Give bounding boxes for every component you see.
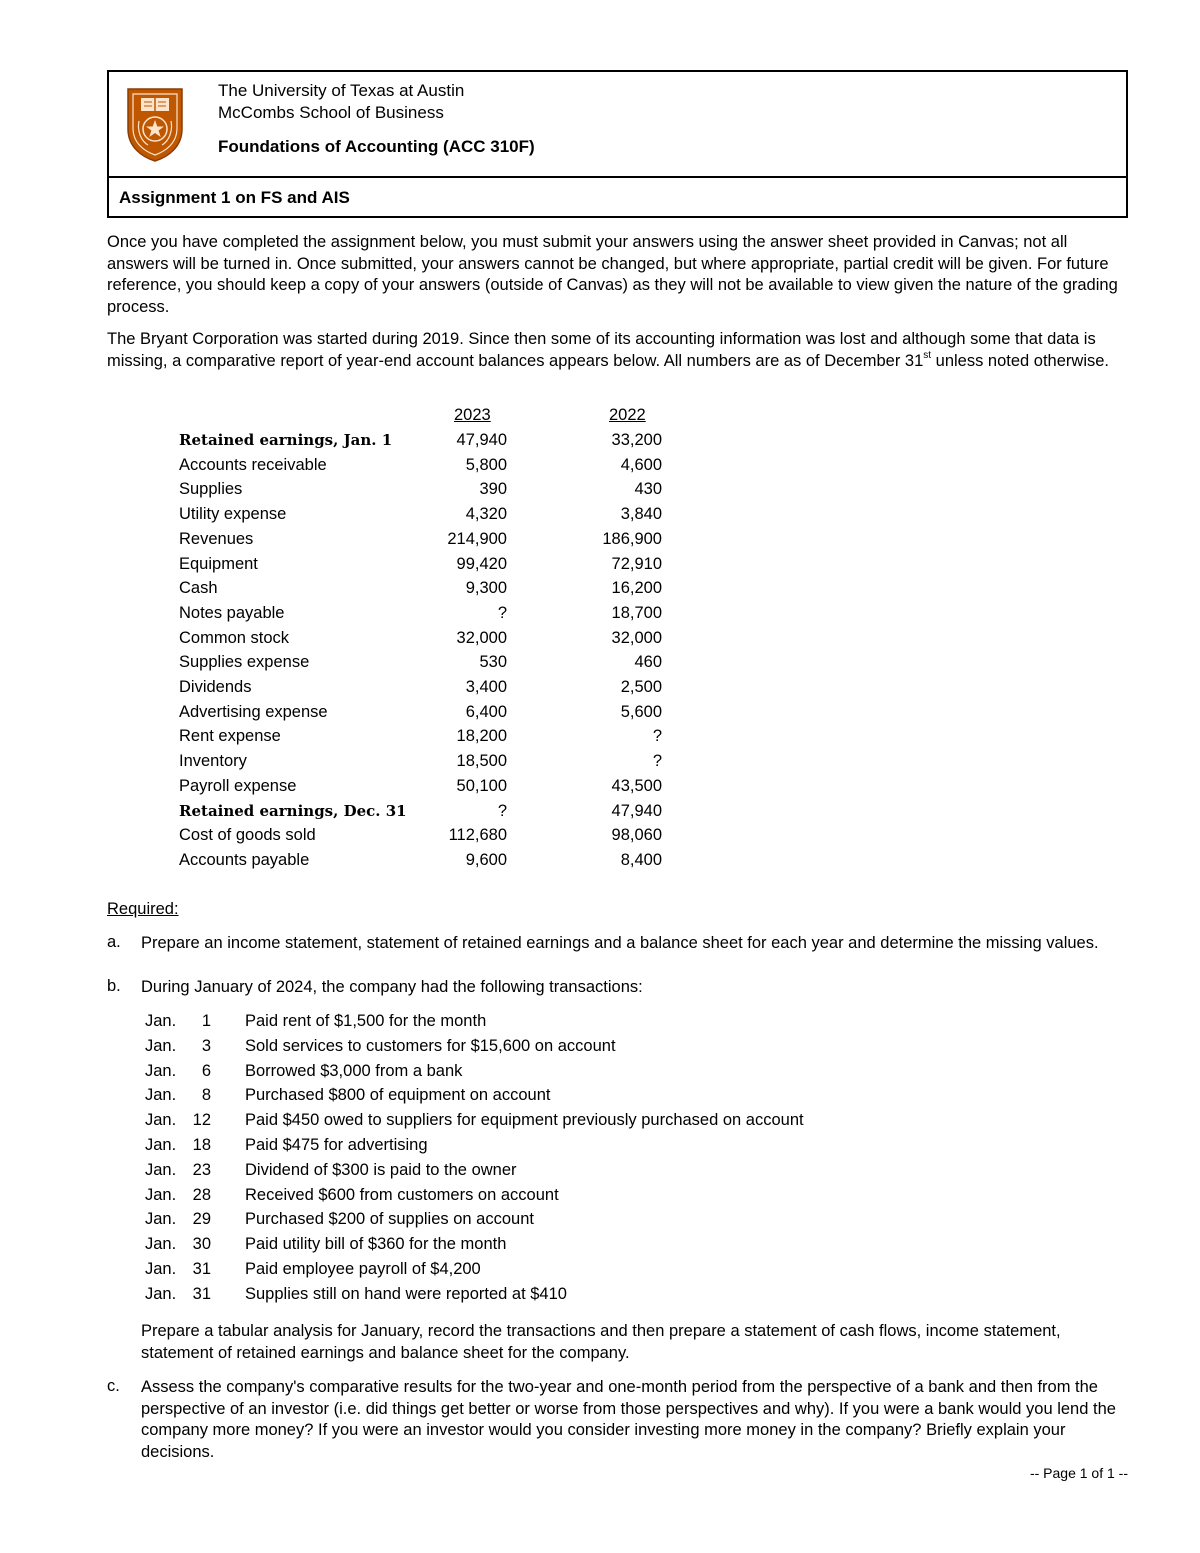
value-2023: ?	[497, 603, 507, 622]
value-2022: 186,900	[602, 529, 662, 548]
row-label: Cash	[179, 579, 218, 598]
transaction-month: Jan.	[145, 1012, 177, 1030]
item-c-letter: c.	[107, 1377, 120, 1395]
value-2023: 5,800	[465, 455, 507, 474]
transaction-day: 6	[201, 1061, 211, 1080]
value-2023: 4,320	[465, 505, 507, 524]
value-2023: 9,600	[465, 850, 507, 869]
transaction-month: Jan.	[145, 1111, 177, 1130]
value-2023: ?	[497, 801, 507, 820]
course-title: Foundations of Accounting (ACC 310F)	[218, 137, 535, 156]
row-label: Revenues	[179, 529, 254, 548]
row-label: Inventory	[179, 752, 247, 771]
row-label: Advertising expense	[179, 702, 328, 721]
value-2022: 16,200	[611, 579, 662, 598]
company-paragraph-end: unless noted otherwise.	[931, 351, 1110, 370]
transaction-day: 23	[192, 1160, 211, 1179]
value-2022: ?	[652, 752, 662, 771]
value-2023: 50,100	[456, 776, 507, 795]
transaction-month: Jan.	[145, 1136, 177, 1154]
transaction-text: Received $600 from customers on account	[245, 1185, 559, 1204]
transaction-text: Purchased $800 of equipment on account	[245, 1086, 551, 1105]
transaction-day: 1	[201, 1012, 211, 1030]
row-label: Notes payable	[179, 603, 285, 622]
transaction-month: Jan.	[145, 1160, 177, 1179]
ordinal-suffix: st	[923, 349, 932, 361]
value-2022: 430	[634, 480, 662, 499]
transaction-text: Borrowed $3,000 from a bank	[245, 1061, 463, 1080]
item-b-text: During January of 2024, the company had the following transactions:	[141, 978, 643, 996]
value-2023: 214,900	[447, 529, 507, 548]
value-2022: 47,940	[611, 801, 662, 820]
company-paragraph	[107, 329, 1127, 372]
value-2023: 9,300	[465, 579, 507, 598]
value-2023: 3,400	[465, 678, 507, 696]
value-2022: 43,500	[611, 776, 662, 795]
row-label: Rent expense	[179, 727, 281, 746]
university-name: The University of Texas at Austin	[218, 81, 465, 100]
assignment-title: Assignment 1 on FS and AIS	[119, 188, 350, 207]
value-2023: 99,420	[456, 554, 507, 573]
row-label: Supplies expense	[179, 653, 310, 672]
page-footer: -- Page 1 of 1 --	[1029, 1465, 1128, 1481]
transaction-text: Dividend of $300 is paid to the owner	[245, 1160, 517, 1179]
transaction-day: 31	[192, 1284, 211, 1303]
row-label: Retained earnings, Dec. 31	[179, 801, 407, 820]
transaction-month: Jan.	[145, 1260, 177, 1278]
value-2022: 8,400	[620, 850, 662, 869]
value-2022: 2,500	[620, 678, 662, 696]
value-2023: 47,940	[456, 431, 507, 449]
value-2022: 18,700	[611, 603, 662, 622]
item-b-followup: Prepare a tabular analysis for January, record the transactions and then prepare a statement of cash flows, income statement, statement of retained earnings and balance sheet for the company.	[141, 1322, 1061, 1362]
item-c-text: Assess the company's comparative results for the two-year and one-month period from the perspective of a bank and then from the perspective of an investor (i.e. did things get better or worse from those perspectives and why). If you were a bank would you lend the company more money? If you were an investor would you consider investing more money in the company? Briefly explain your decisions.	[141, 1378, 1116, 1461]
transaction-month: Jan.	[145, 1061, 177, 1080]
transaction-day: 12	[192, 1111, 211, 1130]
row-label: Accounts receivable	[179, 455, 327, 474]
item-a-text: Prepare an income statement, statement of retained earnings and a balance sheet for each year and determine the missing values.	[141, 934, 1099, 952]
intro-paragraph: Once you have completed the assignment below, you must submit your answers using the answer sheet provided in Canvas; not all answers will be turned in. Once submitted, your answers cannot be changed, but where appropriate, partial credit will be given. For future reference, you should keep a copy of your answers (outside of Canvas) as they will not be available to view given the nature of the grading process.	[107, 233, 1118, 316]
value-2022: 5,600	[620, 702, 662, 721]
row-label: Accounts payable	[179, 850, 310, 869]
transaction-day: 8	[201, 1086, 211, 1105]
value-2022: 72,910	[611, 554, 662, 573]
value-2023: 530	[479, 653, 507, 672]
transaction-month: Jan.	[145, 1210, 177, 1229]
header-box	[107, 70, 1128, 218]
transaction-month: Jan.	[145, 1284, 177, 1303]
value-2022: 460	[634, 653, 662, 672]
item-a-letter: a.	[107, 933, 121, 951]
transaction-text: Paid $475 for advertising	[245, 1136, 428, 1154]
row-label: Utility expense	[179, 505, 287, 524]
row-label: Dividends	[179, 678, 252, 696]
transaction-day: 29	[192, 1210, 211, 1229]
header-divider	[109, 176, 1126, 178]
column-header-2022: 2022	[609, 406, 646, 424]
value-2023: 18,500	[456, 752, 507, 771]
row-label: Retained earnings, Jan. 1	[179, 431, 393, 449]
value-2023: 18,200	[456, 727, 507, 746]
transaction-text: Paid employee payroll of $4,200	[245, 1260, 481, 1278]
value-2022: 33,200	[611, 431, 662, 449]
required-heading: Required:	[107, 900, 179, 918]
transaction-month: Jan.	[145, 1235, 177, 1254]
transaction-text: Purchased $200 of supplies on account	[245, 1210, 534, 1229]
transaction-text: Paid $450 owed to suppliers for equipment previously purchased on account	[245, 1111, 804, 1130]
value-2023: 32,000	[456, 628, 507, 647]
row-label: Supplies	[179, 480, 243, 499]
transaction-day: 31	[192, 1260, 211, 1278]
item-b-letter: b.	[107, 977, 121, 995]
row-label: Cost of goods sold	[179, 826, 316, 845]
transaction-text: Supplies still on hand were reported at $410	[245, 1284, 567, 1303]
value-2022: 98,060	[611, 826, 662, 845]
value-2022: 32,000	[611, 628, 662, 647]
transaction-month: Jan.	[145, 1086, 177, 1105]
value-2023: 112,680	[448, 826, 507, 845]
row-label: Payroll expense	[179, 776, 297, 795]
row-label: Equipment	[179, 554, 258, 573]
transaction-day: 3	[201, 1036, 211, 1055]
value-2022: ?	[652, 727, 662, 746]
row-label: Common stock	[179, 628, 290, 647]
transaction-day: 28	[192, 1185, 211, 1204]
value-2022: 3,840	[620, 505, 662, 524]
column-header-2023: 2023	[454, 406, 491, 424]
transaction-text: Sold services to customers for $15,600 on account	[245, 1036, 616, 1055]
transaction-text: Paid rent of $1,500 for the month	[245, 1012, 487, 1030]
value-2023: 6,400	[465, 702, 507, 721]
transaction-text: Paid utility bill of $360 for the month	[245, 1235, 507, 1254]
transaction-day: 30	[192, 1235, 211, 1254]
company-paragraph-text: The Bryant Corporation was started during 2019. Since then some of its accounting information was lost and although some that data is missing, a comparative report of year-end account balances appears below. All numbers are as of December 31	[107, 330, 1096, 370]
school-name: McCombs School of Business	[218, 103, 444, 122]
transaction-month: Jan.	[145, 1185, 177, 1204]
value-2022: 4,600	[620, 455, 662, 474]
value-2023: 390	[479, 480, 507, 499]
transaction-day: 18	[192, 1136, 211, 1154]
ut-seal-icon	[124, 85, 186, 163]
transaction-month: Jan.	[145, 1036, 177, 1055]
